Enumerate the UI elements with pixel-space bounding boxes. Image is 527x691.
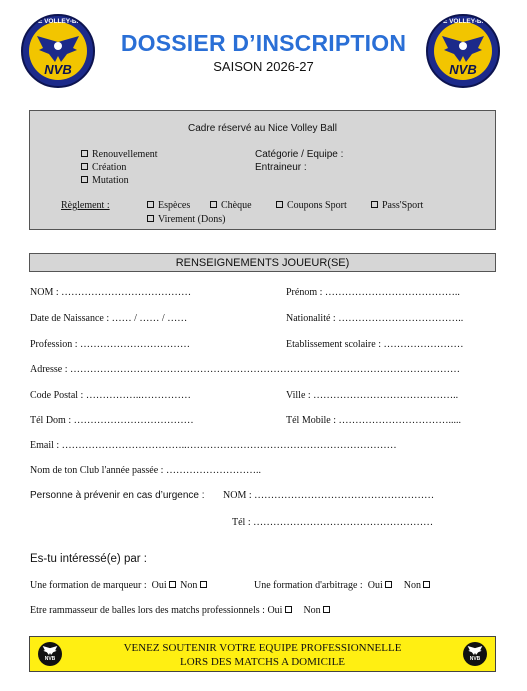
field-urgence-nom[interactable]: NOM : ……………………………………………… [223, 490, 435, 501]
payment-passsport[interactable]: Pass'Sport [371, 200, 423, 211]
season-label: SAISON 2026-27 [213, 59, 314, 74]
option-creation[interactable]: Création [81, 162, 126, 173]
mini-logo-right: NVB [463, 642, 487, 666]
checkbox-marqueur-oui[interactable] [169, 581, 176, 588]
field-email[interactable]: Email : ………………………………..……………………………………………………… [30, 440, 397, 451]
checkbox-marqueur-non[interactable] [200, 581, 207, 588]
payment-label: Règlement : [61, 200, 110, 211]
checkbox-arbitrage-non[interactable] [423, 581, 430, 588]
field-etablissement[interactable]: Etablissement scolaire : …………………… [286, 339, 464, 350]
interest-marqueur: Une formation de marqueur : Oui Non [30, 580, 211, 591]
field-profession[interactable]: Profession : …………………………… [30, 339, 190, 350]
field-date-naissance[interactable]: Date de Naissance : …… / …… / …… [30, 313, 188, 324]
field-nom[interactable]: NOM : ………………………………… [30, 287, 192, 298]
checkbox[interactable] [147, 215, 154, 222]
urgence-label: Personne à prévenir en cas d’urgence : [30, 490, 205, 501]
club-logo-right: NICE VOLLEY-BALL NVB [426, 14, 500, 88]
payment-coupons[interactable]: Coupons Sport [276, 200, 347, 211]
document-title: DOSSIER D’INSCRIPTION [120, 30, 407, 56]
coach-label: Entraineur : [255, 162, 307, 173]
checkbox[interactable] [210, 201, 217, 208]
option-mutation[interactable]: Mutation [81, 175, 129, 186]
field-code-postal[interactable]: Code Postal : ……………..…………… [30, 390, 191, 401]
field-adresse[interactable]: Adresse : ……………………………………………………………………………………………………… [30, 364, 460, 375]
field-prenom[interactable]: Prénom : ………………………………….. [286, 287, 460, 298]
support-banner [29, 636, 496, 672]
banner-line-2: LORS DES MATCHS A DOMICILE [179, 656, 346, 668]
club-logo-left: NICE VOLLEY-BALL NVB [21, 14, 95, 88]
interest-heading: Es-tu intéressé(e) par : [30, 553, 147, 565]
mini-logo-left: NVB [38, 642, 62, 666]
checkbox[interactable] [81, 150, 88, 157]
payment-virement[interactable]: Virement (Dons) [147, 214, 225, 225]
checkbox-rammasseur-oui[interactable] [285, 606, 292, 613]
field-club[interactable]: Nom de ton Club l'année passée : ……………………….. [30, 465, 261, 476]
section-title: RENSEIGNEMENTS JOUEUR(SE) [175, 257, 350, 269]
reserved-box [29, 110, 496, 230]
checkbox[interactable] [147, 201, 154, 208]
field-ville[interactable]: Ville : …………………………………….. [286, 390, 459, 401]
checkbox-rammasseur-non[interactable] [323, 606, 330, 613]
checkbox-arbitrage-oui[interactable] [385, 581, 392, 588]
section-header [29, 253, 496, 272]
field-nationalite[interactable]: Nationalité : ……………………………….. [286, 313, 464, 324]
field-urgence-tel[interactable]: Tél : ……………………………………………… [232, 517, 434, 528]
category-label: Catégorie / Equipe : [255, 149, 344, 160]
eagle-icon [467, 645, 483, 656]
reserved-box-heading: Cadre réservé au Nice Volley Ball [188, 123, 337, 134]
payment-cheque[interactable]: Chèque [210, 200, 252, 211]
field-tel-mobile[interactable]: Tél Mobile : ……………………………..... [286, 415, 461, 426]
option-renouvellement[interactable]: Renouvellement [81, 149, 158, 160]
checkbox[interactable] [276, 201, 283, 208]
checkbox[interactable] [81, 163, 88, 170]
interest-rammasseur: Etre rammasseur de balles lors des matchs professionnels : Oui Non [30, 605, 334, 616]
field-tel-dom[interactable]: Tél Dom : ……………………………… [30, 415, 194, 426]
checkbox[interactable] [81, 176, 88, 183]
interest-arbitrage: Une formation d'arbitrage : Oui Non [254, 580, 434, 591]
payment-especes[interactable]: Espèces [147, 200, 190, 211]
checkbox[interactable] [371, 201, 378, 208]
banner-line-1: VENEZ SOUTENIR VOTRE EQUIPE PROFESSIONNELLE [123, 642, 402, 654]
